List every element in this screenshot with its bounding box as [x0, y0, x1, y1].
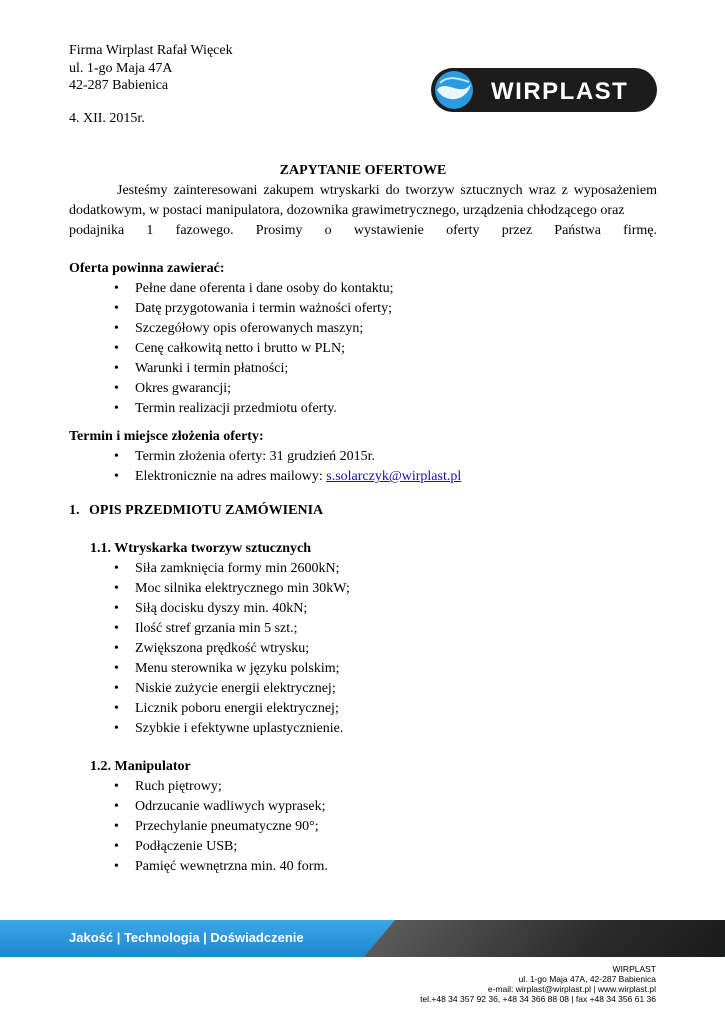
- section-title: OPIS PRZEDMIOTU ZAMÓWIENIA: [89, 503, 324, 518]
- footer-contact: [420, 964, 656, 1004]
- list-item: • Menu sterownika w języku polskim;: [69, 659, 657, 679]
- list-item: • Okres gwarancji;: [69, 379, 657, 399]
- letter-body: [69, 161, 657, 877]
- intro-last-line: podajnika 1 fazowego. Prosimy o wystawienie oferty przez Państwa firmę.: [69, 223, 657, 238]
- document-title: ZAPYTANIE OFERTOWE: [279, 163, 447, 178]
- footer-address: ul. 1-go Maja 47A, 42-287 Babienica: [518, 974, 656, 984]
- sender-address: [69, 42, 233, 95]
- intro-paragraph: [69, 181, 657, 241]
- email-prefix: Elektronicznie na adres mailowy:: [135, 469, 327, 484]
- machine-spec-list: [69, 559, 657, 739]
- list-item: • Szczegółowy opis oferowanych maszyn;: [69, 319, 657, 339]
- manipulator-spec-list: [69, 777, 657, 877]
- wirplast-logo: [431, 68, 657, 112]
- footer-phone: tel.+48 34 357 92 36, +48 34 366 88 08 | fax +48 34 356 61 36: [420, 994, 656, 1004]
- footer-company: WIRPLAST: [612, 964, 656, 974]
- sender-city: 42-287 Babienica: [69, 78, 169, 93]
- section-heading: [69, 501, 657, 521]
- list-item: • Zwiększona prędkość wtrysku;: [69, 639, 657, 659]
- deadline-list: [69, 447, 657, 487]
- list-item: • Datę przygotowania i termin ważności oferty;: [69, 299, 657, 319]
- subsection-heading: 1.1. Wtryskarka tworzyw sztucznych: [90, 541, 311, 556]
- list-item: • Moc silnika elektrycznego min 30kW;: [69, 579, 657, 599]
- list-item: • Siła zamknięcia formy min 2600kN;: [69, 559, 657, 579]
- offer-heading: Oferta powinna zawierać:: [69, 261, 225, 276]
- tagline: Jakość | Technologia | Doświadczenie: [69, 930, 304, 945]
- list-item: • Siłą docisku dyszy min. 40kN;: [69, 599, 657, 619]
- list-item: • Szybkie i efektywne uplastycznienie.: [69, 719, 657, 739]
- list-item: • Cenę całkowitą netto i brutto w PLN;: [69, 339, 657, 359]
- sender-street: ul. 1-go Maja 47A: [69, 60, 173, 76]
- list-item: [69, 467, 657, 487]
- list-item: • Warunki i termin płatności;: [69, 359, 657, 379]
- list-item: • Pamięć wewnętrzna min. 40 form.: [69, 857, 657, 877]
- subsection-heading: 1.2. Manipulator: [90, 759, 191, 774]
- letter-date: 4. XII. 2015r.: [69, 111, 145, 126]
- list-item: • Ruch piętrowy;: [69, 777, 657, 797]
- list-item: • Pełne dane oferenta i dane osoby do kontaktu;: [69, 279, 657, 299]
- list-item: • Termin złożenia oferty: 31 grudzień 2015r.: [69, 447, 657, 467]
- footer-band: [0, 920, 725, 957]
- intro-text: Jesteśmy zainteresowani zakupem wtryskarki do tworzyw sztucznych wraz z wyposażeniem dodatkowym, w postaci manipulatora, dozownika grawimetrycznego, urządzenia chłodzącego oraz: [69, 183, 657, 218]
- logo-text: WIRPLAST: [491, 78, 629, 105]
- deadline-heading: Termin i miejsce złożenia oferty:: [69, 429, 264, 444]
- email-link[interactable]: s.solarczyk@wirplast.pl: [326, 469, 462, 484]
- list-item: • Podłączenie USB;: [69, 837, 657, 857]
- list-item: • Niskie zużycie energii elektrycznej;: [69, 679, 657, 699]
- footer-email: e-mail: wirplast@wirplast.pl | www.wirplast.pl: [487, 984, 656, 994]
- list-item: • Termin realizacji przedmiotu oferty.: [69, 399, 657, 419]
- sender-company: Firma Wirplast Rafał Więcek: [69, 43, 233, 58]
- list-item: • Odrzucanie wadliwych wyprasek;: [69, 797, 657, 817]
- list-item: • Przechylanie pneumatyczne 90°;: [69, 817, 657, 837]
- list-item: • Licznik poboru energii elektrycznej;: [69, 699, 657, 719]
- list-item: • Ilość stref grzania min 5 szt.;: [69, 619, 657, 639]
- offer-list: [69, 279, 657, 419]
- section-number: 1.: [69, 503, 80, 518]
